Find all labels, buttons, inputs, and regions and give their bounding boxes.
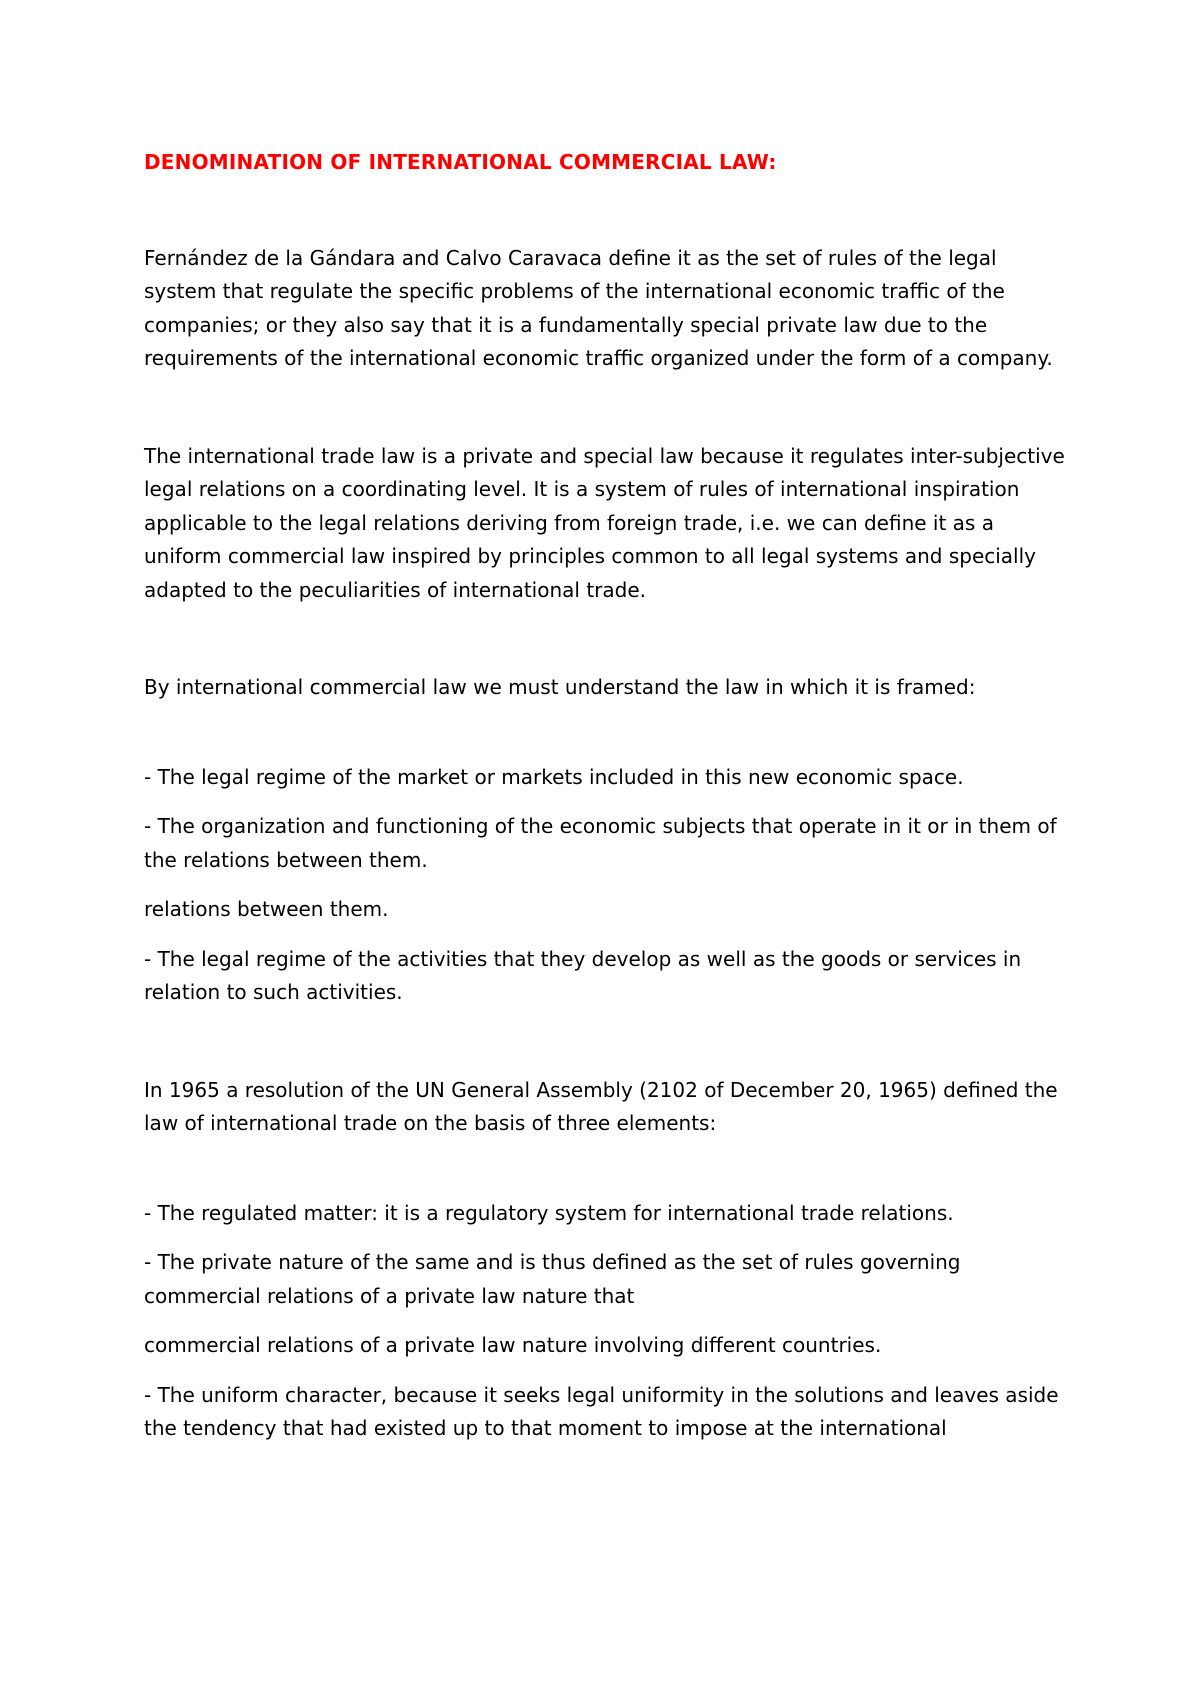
paragraph-un-resolution: In 1965 a resolution of the UN General Assembly (2102 of December 20, 1965) defined the law of international trade on the basis of three elements: xyxy=(144,1077,1058,1135)
list-item-continuation: relations between them. xyxy=(144,897,389,921)
paragraph-private-special-law: The international trade law is a private and special law because it regulates inter-subjective legal relations on a coordinating level. It is a system of rules of international inspiration applicable to the legal relations deriving from foreign trade, i.e. we can define it as a uniform commercial law inspired by principles common to all legal systems and specially adapted to the peculiarities of international trade. xyxy=(144,443,1065,602)
list-item-uniform-character: - The uniform character, because it seeks legal uniformity in the solutions and leaves aside the tendency that had existed up to that moment to impose at the international xyxy=(144,1382,1059,1440)
list-item-private-nature-continuation: commercial relations of a private law nature involving different countries. xyxy=(144,1333,882,1357)
document-body xyxy=(144,146,1074,1446)
list-item-economic-subjects: - The organization and functioning of the economic subjects that operate in it or in them of the relations between them. xyxy=(144,814,1057,872)
list-item-activities-regime: - The legal regime of the activities that they develop as well as the goods or services in relation to such activities. xyxy=(144,946,1022,1004)
list-item-market-regime: - The legal regime of the market or markets included in this new economic space. xyxy=(144,764,964,789)
list-item-regulated-matter: - The regulated matter: it is a regulatory system for international trade relations. xyxy=(144,1200,954,1225)
paragraph-framed-law: By international commercial law we must understand the law in which it is framed: xyxy=(144,675,976,699)
document-title: DENOMINATION OF INTERNATIONAL COMMERCIAL LAW: xyxy=(144,150,777,174)
paragraph-definition: Fernández de la Gándara and Calvo Caravaca define it as the set of rules of the legal system that regulate the specific problems of the international economic traffic of the companies; or they also say that it is a fundamentally special private law due to the requirements of the international economic traffic organized under the form of a company. xyxy=(144,245,1053,370)
list-item-private-nature: - The private nature of the same and is thus defined as the set of rules governing commercial relations of a private law nature that xyxy=(144,1250,961,1308)
